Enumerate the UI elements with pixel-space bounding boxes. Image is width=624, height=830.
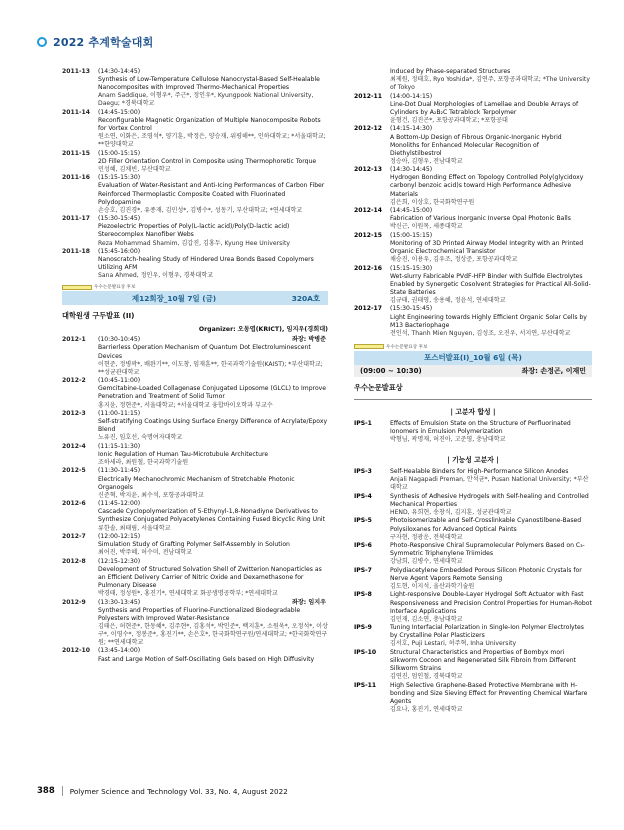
entry-id: 2012-12: [354, 125, 382, 133]
entry-title: Line-Dot Dual Morphologies of Lamellae and Double Arrays of Cylinders by A₂B₂C Tetrablock Terpolymer: [390, 100, 579, 116]
program-entry: [354, 493, 592, 517]
program-entry: [354, 125, 592, 165]
entry-body: [390, 305, 592, 337]
entry-title: Ionic Regulation of Human Tau-Microtubule Architecture: [98, 450, 269, 458]
entry-time-line: [390, 93, 592, 101]
program-entry: [354, 232, 592, 264]
poster-chair: 좌장: 손정곤, 이재민: [521, 366, 586, 375]
entry-id: 2012-11: [354, 92, 382, 100]
program-entry: [354, 207, 592, 231]
poster-section-title: 우수논문발표상: [354, 382, 403, 392]
entry-time: (11:00-11:15): [98, 410, 141, 418]
entry-title: Light Engineering towards Highly Efficient Organic Solar Cells by M13 Bacteriophage: [390, 313, 587, 329]
entry-id: 2012-2: [62, 377, 86, 385]
entry-time-line: [390, 265, 592, 273]
program-entry: [354, 649, 592, 681]
entry-body: [390, 649, 592, 681]
entry-title: Self-stratifying Coatings Using Surface Energy Difference of Acrylate/Epoxy Blend: [98, 418, 328, 434]
poster-time: (09:00 ~ 10:30): [360, 366, 422, 375]
program-entry: [62, 533, 328, 557]
left-main-entries: [62, 336, 328, 663]
program-entry: [62, 467, 328, 499]
entry-time-line: [390, 207, 592, 215]
program-entry: [354, 68, 592, 92]
entry-title: Barrierless Operation Mechanism of Quantum Dot Electroluminescent Devices: [98, 344, 311, 360]
entry-time-line: [98, 467, 328, 475]
entry-authors: 최어진, 박주혜, 허수미, 전남대학교: [98, 549, 193, 557]
left-top-entries: [62, 68, 328, 280]
entry-id: 2012-13: [354, 166, 382, 174]
session-room: 320A호: [291, 293, 320, 303]
entry-title: Electrically Mechanochromic Mechanism of Stretchable Photonic Organogels: [98, 475, 295, 491]
page-header: [37, 32, 153, 52]
entry-body: [390, 468, 592, 492]
entry-authors: 전인석, Thanh Mien Nguyen, 김성조, 오진우, 서지연, 부산대학교: [390, 329, 571, 337]
program-entry: [62, 174, 328, 214]
entry-title: Photo-Responsive Chiral Supramolecular Polymers Based on C₃-Symmetric Triphenylene Triimides: [390, 542, 585, 558]
program-entry: [62, 215, 328, 247]
entry-id: IPS-9: [354, 624, 372, 632]
entry-time-line: [98, 599, 328, 607]
entry-body: [390, 265, 592, 305]
program-entry: [62, 150, 328, 174]
entry-time-line: [98, 533, 328, 541]
entry-authors: 노유진, 임호선, 숙명여자대학교: [98, 434, 183, 442]
entry-body: [390, 591, 592, 623]
entry-time-line: [98, 443, 328, 451]
entry-authors: HEND, 유희현, 송창식, 김지훈, 성균관대학교: [390, 508, 512, 516]
entry-time: (15:45-16:00): [98, 248, 141, 256]
entry-id: 2011-13: [62, 68, 90, 75]
entry-title: Gemcitabine-Loaded Collagenase Conjugated Liposome (GLCL) to Improve Penetration and Treatment of Solid Tumor: [98, 385, 327, 401]
entry-chair: 좌장: 임지우: [292, 598, 326, 606]
entry-time-line: [98, 410, 328, 418]
left-badge-legend: [62, 284, 328, 290]
entry-time: (15:30-15:45): [98, 215, 141, 223]
program-entry: [62, 410, 328, 442]
page-footer: [37, 786, 288, 796]
entry-title: Hydrogen Bonding Effect on Topology Controlled Poly(glycidoxy carbonyl benzoic acid)s toward High Performance Adhesive Materials: [390, 174, 584, 198]
entry-authors: 김규태, 권태영, 송용혜, 정윤석, 연세대학교: [390, 296, 506, 304]
entry-id: IPS-3: [354, 468, 372, 476]
poster-entries-2: [354, 468, 592, 714]
entry-id: 2012-9: [62, 598, 86, 606]
entry-time: (14:45-15:00): [390, 207, 433, 215]
entry-time-line: [98, 109, 328, 117]
entry-authors: 류한솔, 최태림, 서울대학교: [98, 524, 171, 532]
program-entry: [354, 468, 592, 492]
footer-divider: [62, 786, 63, 796]
poster-header-bar: [354, 351, 592, 365]
award-candidate-badge: [354, 344, 384, 349]
entry-authors: 이현준, 정병곽*, 배완기**, 이도창, 임재훈**, 한국과학기술원(KAIST); *부산대학교; **성균관대학교: [98, 360, 323, 376]
entry-time: (14:45-15:00): [98, 108, 141, 116]
entry-body: [390, 166, 592, 206]
entry-authors: 홍지윤, 정현준*, 서울대학교; *서울대학교 융합바이오학과 부교수: [98, 401, 273, 409]
entry-id: IPS-7: [354, 566, 372, 574]
entry-title: Synthesis of Low-Temperature Cellulose Nanocrystal-Based Self-Healable Nanocomposites with Improved Thermo-Mechanical Properties: [98, 76, 320, 92]
entry-id: 2011-18: [62, 248, 90, 256]
entry-title: Monitoring of 3D Printed Airway Model Integrity with an Printed Organic Electrochemical Transistor: [390, 239, 584, 256]
entry-authors: 최제원, 정태호, Ryo Yoshida*, 김연주, 포항공과대학교; *The University of Tokyo: [390, 76, 590, 92]
entry-title: Wet-slurry Fabricable PVdF-HFP Binder with Sulfide Electrolytes Enabled by Synergetic Cosolvent Strategies for Practical All-Solid-State Batteries: [390, 272, 591, 296]
entry-id: 2011-15: [62, 149, 90, 157]
entry-time: (10:30-10:45): [98, 336, 141, 344]
entry-authors: 김연진, 엄인철, 경북대학교: [390, 673, 463, 681]
entry-body: [390, 517, 592, 541]
entry-authors: 김은희, 이상호, 한국화학연구원: [390, 198, 475, 206]
entry-time-line: [98, 248, 328, 256]
entry-authors: Anjali Nagapadi Preman, 안석균*, Pusan National University; *부산대학교: [390, 476, 589, 492]
entry-id: IPS-6: [354, 542, 372, 550]
left-badge-text: 우수논문발표상 후보: [94, 285, 136, 291]
entry-time-line: [98, 150, 328, 158]
entry-authors: 구자현, 정광운, 전북대학교: [390, 533, 463, 541]
entry-authors: Anam Saddique, 이형우*, 주근*, 정인우*, Kyungpook National University, Daegu; *경북대학교: [98, 92, 314, 108]
entry-id: 2012-6: [62, 500, 86, 508]
entry-id: 2012-10: [62, 647, 90, 655]
entry-title: Fast and Large Motion of Self-Oscillating Gels based on High Diffusivity: [98, 655, 315, 663]
entry-body: [390, 232, 592, 264]
entry-body: [390, 542, 592, 566]
program-entry: [62, 336, 328, 376]
entry-authors: 박형님, 곽명재, 허진아, 고준영, 충남대학교: [390, 436, 506, 444]
entry-time: (15:15-15:30): [390, 264, 433, 272]
entry-body: [98, 500, 328, 532]
entry-authors: 손승호, 김진경*, 유종재, 김민성*, 김병수*, 성동기, 부산대학교; *연세대학교: [98, 206, 303, 214]
entry-time: (15:30-15:45): [390, 305, 433, 313]
entry-title: Light-responsive Double-Layer Hydrogel Soft Actuator with Fast Responsiveness and Precision Control Properties for Human-Robot Interface Applications: [390, 591, 592, 615]
session-header-bar: [62, 291, 328, 305]
entry-authors: 윤형건, 김진곤*, 포항공과대학교; *포항공대: [390, 116, 508, 124]
entry-id: 2011-17: [62, 215, 90, 223]
entry-id: 2012-7: [62, 532, 86, 540]
entry-body: [98, 410, 328, 442]
entry-title: Induced by Phase-separated Structures: [390, 68, 511, 75]
program-entry: [62, 248, 328, 280]
program-entry: [354, 420, 592, 444]
entry-body: [390, 420, 592, 444]
program-entry: [354, 93, 592, 125]
entry-time-line: [390, 305, 592, 313]
entry-authors: 김태은, 허현준*, 한동혜*, 김주현*, 김홍석*, 박인준*, 백지훈*, 소원욱*, 오정석*, 이상구*, 이영수*, 정봉준*, 홍진기**, 손은호*, 한국화학연구원/연세대학교; *한국화학연구원; **연세대학교: [98, 622, 328, 646]
entry-time: (15:15-15:30): [98, 174, 141, 182]
entry-time: (12:00-12:15): [98, 532, 141, 540]
program-entry: [62, 647, 328, 663]
right-column: [354, 68, 592, 714]
entry-time-line: [390, 125, 592, 133]
entry-time: (14:00-14:15): [390, 92, 433, 100]
entry-title: Polydiacetylene Embedded Porous Silicon Photonic Crystals for Nerve Agent Vapors Remote Sensing: [390, 566, 582, 582]
entry-time-line: [98, 558, 328, 566]
program-entry: [62, 599, 328, 648]
entry-id: 2012-3: [62, 410, 86, 418]
entry-authors: 박경태, 정성원*, 홍진기*, 연세대학교 화공생명공학부; *연세대학교: [98, 590, 278, 598]
entry-title: Photoisomerizable and Self-Crosslinkable Cyanostilbene-Based Polysiloxanes for Advanced Optical Paints: [390, 517, 582, 533]
entry-time-line: [98, 500, 328, 508]
entry-time-line: [98, 647, 328, 655]
entry-id: IPS-8: [354, 591, 372, 599]
entry-id: 2012-1: [62, 336, 86, 344]
entry-id: 2011-16: [62, 174, 90, 182]
entry-body: [98, 558, 328, 598]
poster-time-bar: [354, 365, 592, 377]
right-badge-text: 우수논문발표상 후보: [386, 344, 428, 350]
left-column: [62, 68, 328, 664]
entry-title: Simulation Study of Grafting Polymer Self-Assembly in Solution: [98, 541, 290, 549]
program-entry: [354, 567, 592, 591]
award-candidate-badge: [62, 285, 92, 290]
header-title: 2022 추계학술대회: [53, 36, 154, 49]
page-number: 388: [37, 786, 55, 796]
program-entry: [354, 305, 592, 337]
entry-body: [390, 125, 592, 165]
entry-time: (11:45-12:00): [98, 500, 141, 508]
entry-body: [98, 215, 328, 247]
entry-time: (11:30-11:45): [98, 467, 141, 475]
entry-body: [98, 150, 328, 174]
entry-body: [98, 248, 328, 280]
entry-id: [354, 68, 390, 92]
program-entry: [354, 166, 592, 206]
bullet-icon: [37, 37, 47, 47]
entry-id: 2012-16: [354, 264, 382, 272]
program-entry: [354, 542, 592, 566]
entry-title: Synthesis and Properties of Fluorine-Functionalized Biodegradable Polyesters with Improved Water-Resistance: [98, 606, 301, 622]
program-entry: [354, 265, 592, 305]
entry-title: Reconfigurable Magnetic Organization of Multiple Nanocomposite Robots for Vortex Control: [98, 116, 321, 133]
divider: [354, 399, 592, 400]
entry-body: [98, 174, 328, 214]
entry-title: Evaluation of Water-Resistant and Anti-Icing Performances of Carbon Fiber Reinforced Thermoplastic Composite Coated with Fluorinated Polydopamine: [98, 182, 325, 206]
entry-time: (10:45-11:00): [98, 377, 141, 385]
entry-time-line: [98, 215, 328, 223]
entry-body: [98, 443, 328, 467]
entry-body: [390, 567, 592, 591]
journal-info: Polymer Science and Technology Vol. 33, No. 4, August 2022: [69, 786, 288, 796]
entry-id: 2012-14: [354, 207, 382, 215]
entry-time: (14:15-14:30): [390, 125, 433, 133]
entry-id: 2012-17: [354, 305, 382, 313]
entry-body: [98, 109, 328, 149]
poster-entries-1: [354, 420, 592, 444]
program-entry: [62, 500, 328, 532]
entry-chair: 좌장: 박병준: [292, 336, 326, 344]
entry-authors: 강남희, 김병수, 연세대학교: [390, 558, 463, 566]
entry-time: (15:00-15:15): [390, 231, 433, 239]
entry-authors: 민성혜, 김채빈, 부산대학교: [98, 165, 171, 173]
entry-time: (15:00-15:15): [98, 149, 141, 157]
entry-title: High Selective Graphene-Based Protective Membrane with H-bonding and Size Sieving Effect for Preventing Chemical Warfare Agents: [390, 681, 588, 705]
entry-title: Piezoelectric Properties of Poly(L-lactic acid)/Poly(D-lactic acid) Stereocomplex Nanofiber Webs: [98, 223, 290, 239]
entry-time: (11:15-11:30): [98, 442, 141, 450]
entry-id: IPS-1: [354, 419, 372, 427]
entry-title: Synthesis of Adhesive Hydrogels with Self-healing and Controlled Mechanical Properties: [390, 492, 589, 508]
entry-title: Self-Healable Binders for High-Performance Silicon Anodes: [390, 468, 569, 476]
entry-title: Tuning Interfacial Polarization in Single-Ion Polymer Electrolytes by Crystalline Polar Plasticizers: [390, 624, 584, 640]
program-entry: [62, 443, 328, 467]
entry-title: Fabrication of Various Inorganic Inverse Opal Photonic Balls: [390, 215, 571, 223]
entry-title: Nanoscratch-healing Study of Hindered Urea Bonds Based Copolymers Utilizing AFM: [98, 256, 314, 272]
entry-title: A Bottom-Up Design of Fibrous Organic-Inorganic Hybrid Monoliths for Enhanced Molecular Recognition of Diethylstilbestrol: [390, 133, 562, 157]
entry-authors: Reza Mohammad Shamim, 김갑진, 김홍두, Kyung Hee University: [98, 239, 290, 247]
entry-body: [98, 377, 328, 409]
entry-title: Development of Structured Solvation Shell of Zwitterion Nanoparticles as an Efficient Delivery Carrier of Nitric Oxide and Dexamethasone for Pulmonary Disease: [98, 565, 322, 589]
program-entry: [62, 68, 328, 108]
entry-authors: Sana Ahmed, 정인우, 이형우, 경북대학교: [98, 272, 214, 280]
entry-body: [390, 207, 592, 231]
poster-title: 포스터발표(I)_10월 6일 (목): [424, 353, 522, 363]
entry-time-line: [390, 232, 592, 240]
entry-authors: 김요나, 홍진기, 연세대학교: [390, 705, 463, 713]
entry-id: IPS-4: [354, 492, 372, 500]
program-entry: [62, 377, 328, 409]
entry-time: (14:30-14:45): [390, 166, 433, 174]
entry-body: [98, 467, 328, 499]
entry-time-line: [98, 336, 328, 344]
entry-id: 2011-14: [62, 108, 90, 116]
entry-authors: 김민재, 김소연, 충남대학교: [390, 615, 463, 623]
entry-body: [390, 93, 592, 125]
right-badge-legend: [354, 344, 592, 350]
entry-id: 2012-8: [62, 557, 86, 565]
entry-body: [98, 336, 328, 376]
entry-body: [98, 68, 328, 108]
poster-subheading-1: | 고분자 합성 |: [450, 407, 496, 416]
entry-title: Structural Characteristics and Properties of Bombyx mori silkworm Cocoon and Regenerated Silk Fibroin from Different Silkworm Strains: [390, 648, 576, 673]
session-organizer: Organizer: 오동엽(KRICT), 임지우(경희대): [198, 326, 328, 334]
entry-id: 2012-15: [354, 231, 382, 239]
entry-time-line: [98, 68, 328, 76]
entry-body: [390, 493, 592, 517]
entry-id: IPS-10: [354, 648, 377, 656]
entry-authors: 조하세라, 최원철, 한국과학기술원: [98, 458, 189, 466]
program-entry: [354, 682, 592, 714]
entry-time-line: [98, 174, 328, 182]
poster-subheading-2: | 기능성 고분자 |: [447, 456, 499, 465]
entry-title: Effects of Emulsion State on the Structure of Perfluorinated Ionomers in Emulsion Polymerization: [390, 419, 571, 435]
entry-id: 2012-4: [62, 442, 86, 450]
entry-body: [390, 682, 592, 714]
entry-authors: 정승아, 김형우, 전남대학교: [390, 157, 463, 165]
entry-authors: 박신근, 이원목, 세종대학교: [390, 223, 463, 231]
entry-authors: 신준혁, 박지윤, 최수석, 포항공과대학교: [98, 491, 204, 499]
program-entry: [354, 624, 592, 648]
program-entry: [62, 558, 328, 598]
entry-id: 2012-5: [62, 467, 86, 475]
entry-body: [390, 68, 592, 92]
entry-title: 2D Filler Orientation Control in Composite using Thermophoretic Torque: [98, 157, 317, 165]
entry-authors: 채승진, 이용우, 김우조, 정상준, 포항공과대학교: [390, 256, 518, 264]
entry-id: IPS-5: [354, 517, 372, 525]
entry-time-line: [390, 166, 592, 174]
entry-time: (14:30-14:45): [98, 68, 141, 75]
entry-authors: 김도현, 이지석, 울산과학기술원: [390, 582, 475, 590]
entry-body: [98, 647, 328, 663]
entry-authors: 김서호, Puji Lestari, 허주혁, Inha University: [390, 640, 517, 648]
session-title: 제12회장_10월 7일 (금): [132, 293, 217, 303]
entry-body: [390, 624, 592, 648]
entry-time: (13:30-13:45): [98, 598, 141, 606]
entry-title: Cascade Cyclopolymerization of 5-Ethynyl-1,8-Nonadiyne Derivatives to Synthesize Conjugated Polyacetylenes Containing Fused Bicyclic Ring Unit: [98, 508, 326, 524]
entry-time: (13:45-14:00): [98, 647, 141, 655]
program-entry: [354, 517, 592, 541]
program-entry: [62, 109, 328, 149]
session-section-title: 대학원생 구두발표 (II): [62, 311, 135, 321]
right-top-entries: [354, 68, 592, 338]
entry-time: (12:15-12:30): [98, 557, 141, 565]
entry-id: IPS-11: [354, 681, 377, 689]
program-entry: [354, 591, 592, 623]
entry-time-line: [98, 377, 328, 385]
entry-body: [98, 599, 328, 648]
entry-body: [98, 533, 328, 557]
entry-authors: 원소연, 이화은, 조영석*, 양기훈, 박정은, 양승재, 위평해**, 인하대학교; *서울대학교; **한양대학교: [98, 133, 326, 149]
